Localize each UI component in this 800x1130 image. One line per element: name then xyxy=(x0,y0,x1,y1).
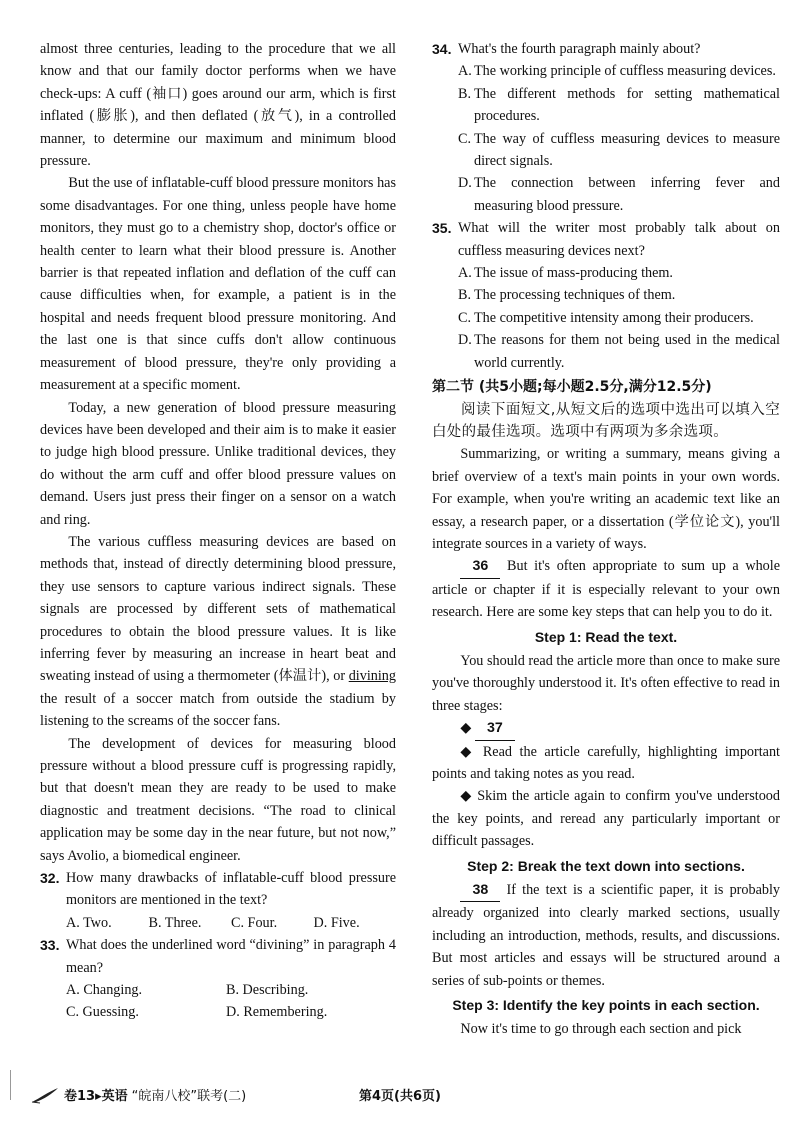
paragraph-4: The various cuffless measuring devices are based on methods that, instead of directly determining blood pressure, they use sensors to capture various indirect signals. These signals are processed by different sets of mathematical procedures to obtain the blood pressure values. It is like inferring fever by measuring an increase in heart beat and sweating instead of using a thermometer (体温计), or divining the result of a soccer match from outside the stadium by listening to the screams of the soccer fans. xyxy=(40,533,396,730)
option-b[interactable]: B. Three. xyxy=(148,914,202,931)
section-instructions: 阅读下面短文,从短文后的选项中选出可以填入空白处的最佳选项。选项中有两项为多余选项。 xyxy=(432,401,780,440)
section-heading: 第二节 (共5小题;每小题2.5分,满分12.5分) xyxy=(432,379,712,396)
option-a[interactable]: A. The working principle of cuffless measuring devices. xyxy=(458,63,776,80)
paragraph-2: But the use of inflatable-cuff blood pressure monitors has some disadvantages. For one thing, unless people have home monitors, they must go to a chemistry shop, doctor's office or health center to learn what their blood pressure is. Another barrier is that repeated inflation and deflation of the cuff can cause difficulties when, for example, a patient is in the hospital and needs frequent blood pressure monitoring. And the last one is that since cuffs don't allow continuous measurement of blood pressure, they're only providing a measurement at a specific moment. xyxy=(40,175,396,394)
paragraph-5: The development of devices for measuring blood pressure without a blood pressure cuff is progressing rapidly, but that doesn't mean they are ready to be used to make diagnostic and treatment decisions. “The road to clinical application may be some day in the near future, but not now,” says Avolio, a biomedical engineer. xyxy=(40,735,396,864)
option-b[interactable]: B. Describing. xyxy=(226,982,309,999)
paragraph-continued: almost three centuries, leading to the procedure that we all know and that our family doctor performs when we have check-ups: A cuff (袖口) goes around our arm, which is first inflated (膨胀), and then deflated (放气), in a controlled manner, to determine our maximum and minimum blood pressure. xyxy=(40,41,396,170)
option-b[interactable]: B. The processing techniques of them. xyxy=(458,287,676,304)
question-stem: How many drawbacks of inflatable-cuff blood pressure monitors are mentioned in the text? xyxy=(66,870,396,909)
footer-brand: 卷13▸英语 “皖南八校”联考(二) xyxy=(30,1085,246,1104)
underlined-word: divining xyxy=(348,668,396,685)
option-c[interactable]: C. The competitive intensity among their producers. xyxy=(458,309,754,326)
option-c[interactable]: C. The way of cuffless measuring devices to measure direct signals. xyxy=(458,130,780,170)
step-1-heading: Step 1: Read the text. xyxy=(534,628,678,645)
question-32: 32. How many drawbacks of inflatable-cuff blood pressure monitors are mentioned in the text? xyxy=(40,867,396,912)
option-a[interactable]: A. Two. xyxy=(66,914,112,931)
option-d[interactable]: D. Five. xyxy=(313,914,360,931)
passage-paragraph-2: 36 But it's often appropriate to sum up a whole article or chapter if it is especially relevant to your own research. Here are some key steps that can help you to do it. xyxy=(432,555,780,623)
question-34: 34. What's the fourth paragraph mainly about? xyxy=(432,38,780,60)
blank-36[interactable]: 36 xyxy=(460,555,500,578)
option-c[interactable]: C. Guessing. xyxy=(66,1004,139,1021)
option-a[interactable]: A. The issue of mass-producing them. xyxy=(458,265,673,282)
option-d[interactable]: D. The connection between inferring fever and measuring blood pressure. xyxy=(458,175,780,214)
right-column xyxy=(432,38,780,1041)
blank-37[interactable]: 37 xyxy=(475,717,515,740)
question-stem: What will the writer most probably talk about on cuffless measuring devices next? xyxy=(458,220,780,259)
question-stem: What does the underlined word “divining” in paragraph 4 mean? xyxy=(66,937,396,976)
passage-paragraph-3: You should read the article more than once to make sure you've thoroughly understood it. It's often effective to read in three stages: xyxy=(432,652,780,714)
question-32-options xyxy=(40,912,396,934)
passage-paragraph-5: Now it's time to go through each section and pick xyxy=(460,1021,742,1038)
page-footer xyxy=(30,1085,770,1109)
option-a[interactable]: A. Changing. xyxy=(66,982,143,999)
page-number: 第4页(共6页) xyxy=(359,1089,441,1104)
question-33-options xyxy=(40,979,396,1024)
left-column xyxy=(40,38,396,1024)
bullet-skim: ◆ Skim the article again to confirm you've understood the key points, and reread any particularly important or difficult passages. xyxy=(432,788,780,850)
option-b[interactable]: B. The different methods for setting mathematical procedures. xyxy=(458,85,780,125)
option-d[interactable]: D. The reasons for them not being used in the medical world currently. xyxy=(458,332,780,371)
bullet-37 xyxy=(432,717,780,740)
blank-38[interactable]: 38 xyxy=(460,879,500,902)
step-2-heading: Step 2: Break the text down into sections. xyxy=(467,857,745,874)
diamond-bullet-icon: ◆ xyxy=(460,720,472,737)
passage-paragraph-4: 38 If the text is a scientific paper, it is probably already organized into clearly marked sections, usually including an introduction, methods, results, and discussions. But most articles and essays will be structured around a series of sub-points or themes. xyxy=(432,879,780,992)
diamond-bullet-icon: ◆ xyxy=(460,788,473,805)
question-35: 35. What will the writer most probably talk about on cuffless measuring devices next? xyxy=(432,217,780,262)
bullet-read: ◆ Read the article carefully, highlighting important points and taking notes as you read. xyxy=(432,743,781,782)
option-c[interactable]: C. Four. xyxy=(231,914,278,931)
step-3-heading: Step 3: Identify the key points in each section. xyxy=(452,997,760,1014)
paragraph-3: Today, a new generation of blood pressure measuring devices have been developed and their aim is to make it easier to judge high blood pressure. Unlike traditional devices, they do without the arm cuff and offer blood pressure values on demand. Users just press their finger on a sensor on a watch and ring. xyxy=(40,399,396,528)
margin-line xyxy=(10,1070,11,1100)
question-33: 33. What does the underlined word “divining” in paragraph 4 mean? xyxy=(40,934,396,979)
passage-paragraph-1: Summarizing, or writing a summary, means giving a brief overview of a text's main points in your own words. For example, when you're writing an academic text like an essay, a research paper, or a dissertation (学位论文), you'll integrate sources in a variety of ways. xyxy=(432,446,780,552)
diamond-bullet-icon: ◆ xyxy=(460,743,476,760)
question-stem: What's the fourth paragraph mainly about? xyxy=(458,41,701,57)
option-d[interactable]: D. Remembering. xyxy=(226,1004,328,1021)
